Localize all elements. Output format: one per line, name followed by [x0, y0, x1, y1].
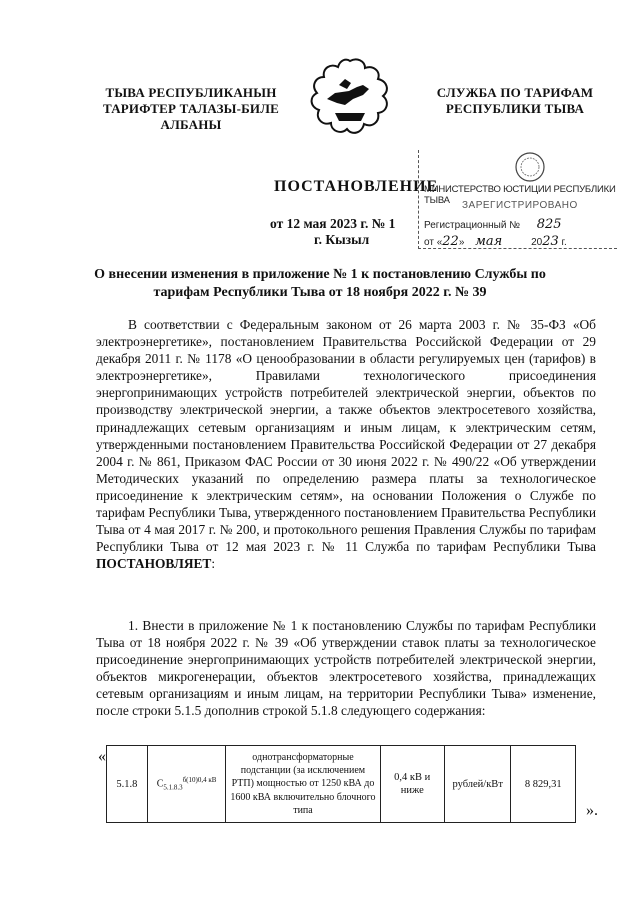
- row-description: однотрансформаторные подстанции (за исключением РТП) мощностью от 1250 кВА до 1600 кВА включительно блочного типа: [226, 746, 380, 823]
- para1-emphasis: ПОСТАНОВЛЯЕТ: [96, 556, 212, 572]
- row-voltage: 0,4 кВ и ниже: [380, 746, 444, 823]
- stamp-ministry: МИНИСТЕРСТВО ЮСТИЦИИ РЕСПУБЛИКИ ТЫВА: [424, 184, 616, 206]
- stamp-date-year: 23: [542, 234, 559, 249]
- stamp-date-line: [424, 234, 567, 249]
- para1-end: :: [211, 556, 216, 572]
- stamp-date-month: мая: [475, 234, 503, 249]
- registration-stamp: [418, 150, 618, 250]
- row-symbol-base: C: [156, 778, 164, 790]
- row-code: 5.1.8: [107, 746, 148, 823]
- right-organization-header: СЛУЖБА ПО ТАРИФАМ РЕСПУБЛИКИ ТЫВА: [436, 85, 594, 116]
- stamp-reg-number: 825: [536, 217, 562, 232]
- left-organization-header: ТЫВА РЕСПУБЛИКАНЫН ТАРИФТЕР ТАЛАЗЫ-БИЛЕ АЛБАНЫ: [102, 85, 280, 132]
- row-symbol: [147, 746, 226, 823]
- stamp-reg-label: Регистрационный №: [424, 220, 520, 231]
- stamp-seal-icon: [510, 150, 550, 184]
- tuva-emblem-icon: [305, 55, 395, 140]
- stamp-registered: ЗАРЕГИСТРИРОВАНО: [462, 200, 578, 211]
- body-paragraph-2: 1. Внести в приложение № 1 к постановлению Службы по тарифам Республики Тыва от 18 ноября 2022 г. № 39 «Об утверждении ставок платы за технологическое присоединение энергопринимающих устройств потребителей электрической энергии, объектов микрогенерации, объектов электросетевого хозяйства, принадлежащих сетевым организациям и иным лицам, на территории Республики Тыва» изменение, после строки 5.1.5 дополнив строкой 5.1.8 следующего содержания:: [96, 618, 596, 719]
- row-symbol-sub: 5.1.8.3: [163, 783, 183, 792]
- row-symbol-sup: б(10)0,4 кВ: [182, 775, 217, 784]
- body-paragraph-1: [96, 316, 596, 572]
- stamp-date-prefix: от «: [424, 237, 443, 248]
- table-quote-open: «: [98, 748, 106, 765]
- table-quote-close: ».: [586, 802, 598, 819]
- stamp-date-day: 22: [442, 234, 459, 249]
- document-city: г. Кызыл: [314, 232, 370, 247]
- para1-text: В соответствии с Федеральным законом от 26 марта 2003 г. № 35-ФЗ «Об электроэнергетике», постановлением Правительства Российской Федерации от 29 декабря 2011 г. № 1178 «О ценообразовании в области регулируемых цен (тарифов) в электроэнергетике», Правилами технологического присоединения энергопринимающих устройств потребителей электрической энергии, объектов по производству электрической энергии, а также объектов электросетевого хозяйства, принадлежащих сетевым организациям и иным лицам, к электрическим сетям, утвержденными постановлением Правительства Российской Федерации от 27 декабря 2004 г. № 861, Приказом ФАС России от 30 июня 2022 г. № 490/22 «Об утверждении Методических указаний по определению размера платы за технологическое присоединение к электрическим сетям», на основании Положения о Службе по тарифам Республики Тыва, утвержденного постановлением Правительства Республики Тыва от 4 мая 2017 г. № 200, и протокольного решения Правления Службы по тарифам Республики Тыва от 12 мая 2023 г. № 11 Служба по тарифам Республики Тыва: [96, 317, 596, 555]
- document-type: ПОСТАНОВЛЕНИЕ: [274, 178, 439, 195]
- stamp-date-mid: »: [458, 237, 465, 248]
- stamp-date-suffix: г.: [561, 237, 567, 248]
- stamp-date-year-prefix: 20: [531, 237, 543, 248]
- document-date-number: от 12 мая 2023 г. № 1: [270, 216, 396, 231]
- document-title: О внесении изменения в приложение № 1 к постановлению Службы по тарифам Республики Тыва от 18 ноября 2022 г. № 39: [94, 267, 546, 300]
- row-value: 8 829,31: [511, 746, 576, 823]
- rate-table: [106, 745, 576, 823]
- stamp-reg-line: [424, 217, 562, 232]
- row-unit: рублей/кВт: [444, 746, 511, 823]
- table-row: [107, 746, 576, 823]
